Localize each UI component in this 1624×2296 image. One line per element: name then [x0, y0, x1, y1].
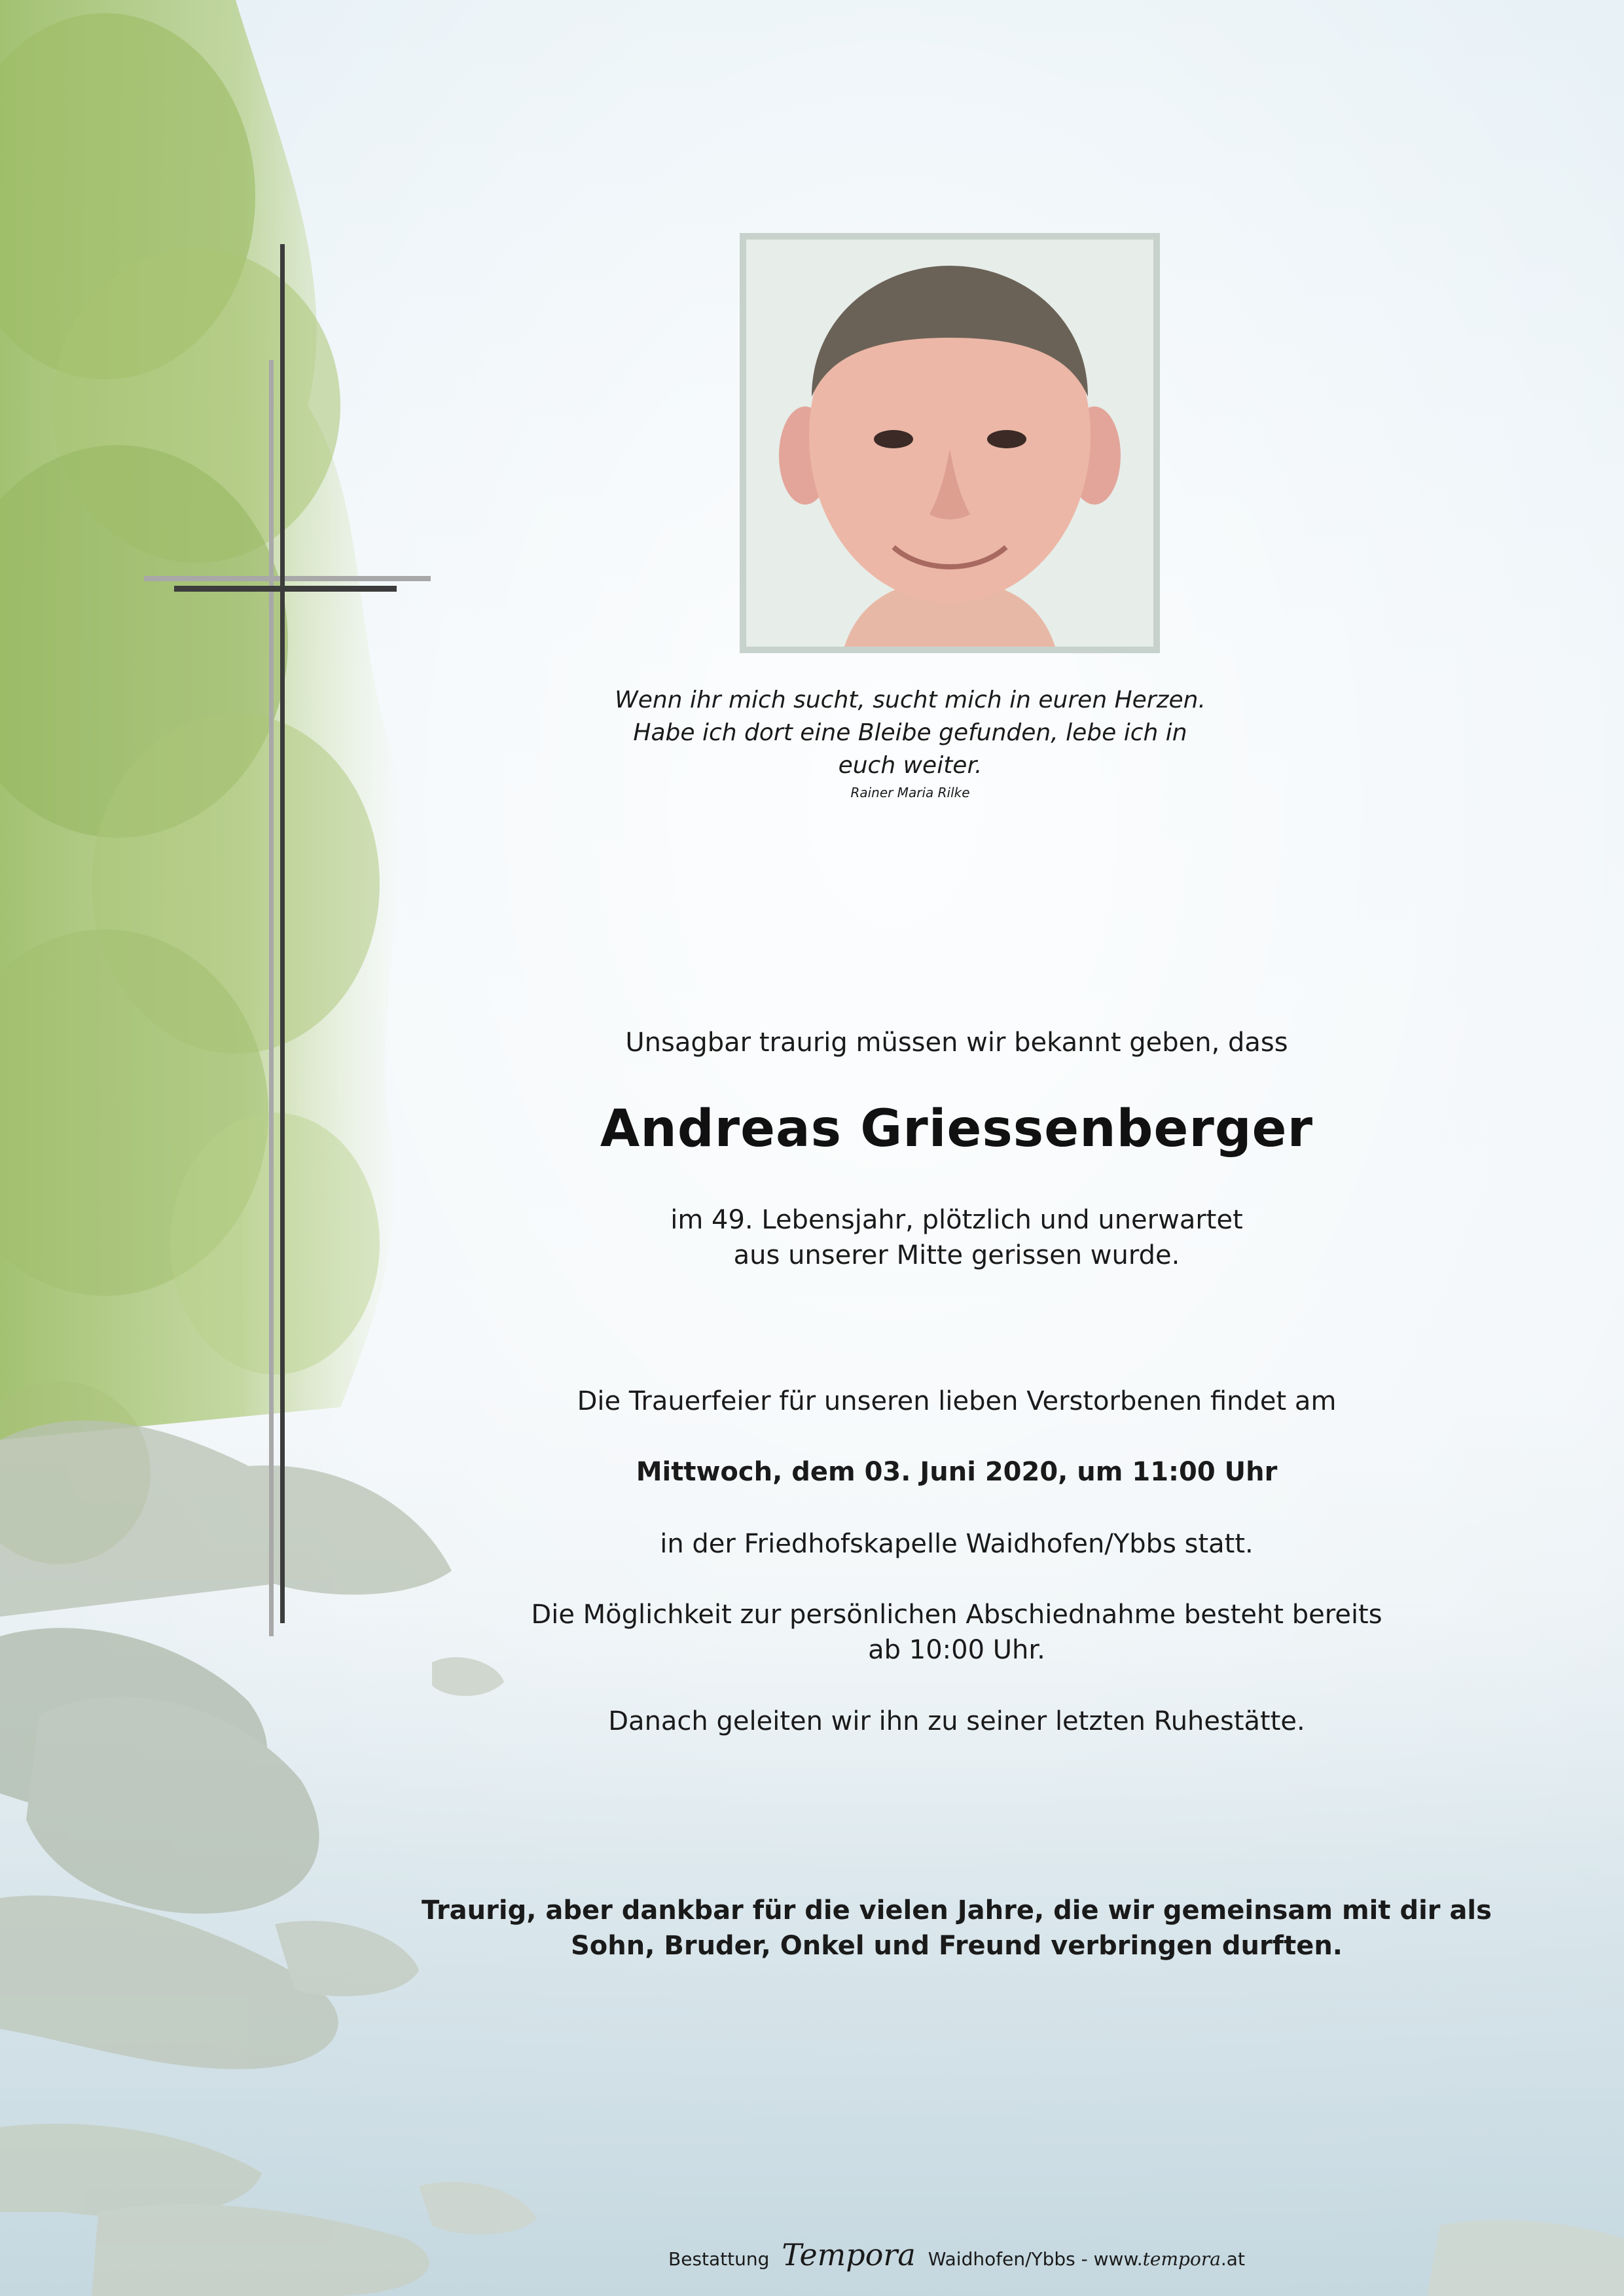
- quote-line: Wenn ihr mich sucht, sucht mich in euren Herzen.: [615, 687, 1206, 713]
- quote-line: euch weiter.: [838, 752, 983, 779]
- ceremony-intro: Die Trauerfeier für unseren lieben Verstorbenen findet am: [577, 1386, 1337, 1416]
- closing-line: Sohn, Bruder, Onkel und Freund verbringen durften.: [570, 1931, 1343, 1961]
- farewell-line: ab 10:00 Uhr.: [868, 1635, 1045, 1665]
- portrait-photo: [740, 233, 1160, 653]
- burial-info: Danach geleiten wir ihn zu seiner letzten Ruhestätte.: [608, 1706, 1305, 1736]
- footer-domain-suffix: .at: [1220, 2248, 1245, 2270]
- quote-author: Rainer Maria Rilke: [850, 785, 970, 800]
- footer-prefix: Bestattung: [668, 2248, 770, 2270]
- closing-line: Traurig, aber dankbar für die vielen Jahre, die wir gemeinsam mit dir als: [422, 1895, 1492, 1926]
- announcement-detail-line: aus unserer Mitte gerissen wurde.: [733, 1240, 1180, 1270]
- person-portrait-icon: [746, 240, 1153, 647]
- footer: [145, 2237, 1624, 2272]
- footer-domain-brand: tempora: [1142, 2248, 1221, 2270]
- announcement-detail-line: im 49. Lebensjahr, plötzlich und unerwartet: [670, 1205, 1243, 1235]
- footer-location: Waidhofen/Ybbs - www.: [928, 2248, 1143, 2270]
- ceremony-location: in der Friedhofskapelle Waidhofen/Ybbs statt.: [660, 1529, 1254, 1559]
- closing-text: [145, 1893, 1624, 1964]
- ceremony-date: Mittwoch, dem 03. Juni 2020, um 11:00 Uhr: [636, 1457, 1278, 1487]
- quote-line: Habe ich dort eine Bleibe gefunden, lebe ich in: [633, 719, 1187, 746]
- farewell-line: Die Möglichkeit zur persönlichen Abschiednahme besteht bereits: [531, 1600, 1382, 1630]
- deceased-name: Andreas Griessenberger: [600, 1100, 1314, 1158]
- farewell-info: [145, 1597, 1624, 1668]
- quote-block: [98, 684, 1624, 800]
- announcement-intro: Unsagbar traurig müssen wir bekannt geben, dass: [625, 1028, 1288, 1058]
- footer-brand-logo: Tempora: [782, 2237, 916, 2272]
- announcement-detail: [145, 1202, 1624, 1273]
